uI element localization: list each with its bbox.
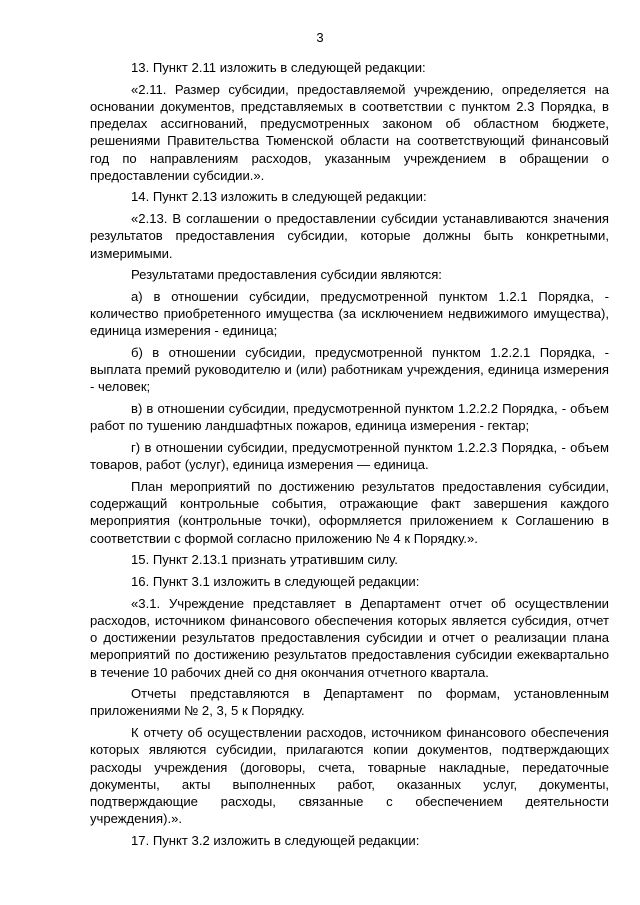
paragraph-clause-2-13: «2.13. В соглашении о предоставлении субсидии устанавливаются значения результатов предоставления субсидии, которые должны быть конкретными, измеримыми.: [90, 211, 609, 261]
paragraph-result-b: б) в отношении субсидии, предусмотренной пунктом 1.2.2.1 Порядка, - выплата премий руководителю и (или) работникам учреждения, единица измерения - человек;: [90, 345, 609, 395]
paragraph-report-forms: Отчеты представляются в Департамент по формам, установленным приложениями № 2, 3, 5 к Порядку.: [90, 686, 609, 719]
paragraph-result-v: в) в отношении субсидии, предусмотренной пунктом 1.2.2.2 Порядка, - объем работ по тушению ландшафтных пожаров, единица измерения - гектар;: [90, 401, 609, 434]
paragraph-result-g: г) в отношении субсидии, предусмотренной пунктом 1.2.2.3 Порядка, - объем товаров, работ (услуг), единица измерения — единица.: [90, 440, 609, 473]
paragraph-item-14-heading: 14. Пункт 2.13 изложить в следующей редакции:: [131, 189, 427, 205]
paragraph-item-13-heading: 13. Пункт 2.11 изложить в следующей редакции:: [131, 60, 426, 75]
paragraph-results-intro: Результатами предоставления субсидии являются:: [131, 267, 442, 283]
paragraph-item-15: 15. Пункт 2.13.1 признать утратившим силу.: [131, 552, 398, 568]
paragraph-report-attachments: К отчету об осуществлении расходов, источником финансового обеспечения которых являются субсидии, прилагаются копии документов, подтверждающих расходы учреждения (договоры, счета, товарные накладные, передаточные документы, акты выполненных работ, оказанных услуг, документы, подтверждающие расходы, связанные с обеспечением деятельности учреждения).».: [90, 725, 609, 827]
paragraph-clause-3-1: «3.1. Учреждение представляет в Департамент отчет об осуществлении расходов, источником финансового обеспечения которых является субсидия, отчет о достижении результатов предоставления субсидии и отчет о реализации плана мероприятий по достижению результатов предоставления субсидии ежеквартально в течение 10 рабочих дней со дня окончания отчетного квартала.: [90, 595, 609, 680]
page-number: 3: [316, 30, 324, 45]
document-body: [90, 59, 609, 849]
paragraph-result-a: а) в отношении субсидии, предусмотренной пунктом 1.2.1 Порядка, - количество приобретенного имущества (за исключением недвижимого имущества), единица измерения - единица;: [90, 288, 609, 339]
paragraph-clause-2-11: «2.11. Размер субсидии, предоставляемой учреждению, определяется на основании документов, представляемых в соответствии с пунктом 2.3 Порядка, в пределах ассигнований, предусмотренных законом об областном бюджете, решениями Правительства Тюменской области на соответствующий финансовый год по направлениям расходов, указанным учреждением в обращении о предоставлении субсидии.».: [90, 81, 609, 183]
paragraph-item-17-heading: 17. Пункт 3.2 изложить в следующей редакции:: [131, 832, 420, 848]
paragraph-item-16-heading: 16. Пункт 3.1 изложить в следующей редакции:: [131, 573, 420, 589]
paragraph-action-plan: План мероприятий по достижению результатов предоставления субсидии, содержащий контрольные события, отражающие факт завершения каждого мероприятия (контрольные точки), оформляется приложением к Соглашению в соответствии с формой согласно приложению № 4 к Порядку.».: [90, 478, 609, 546]
